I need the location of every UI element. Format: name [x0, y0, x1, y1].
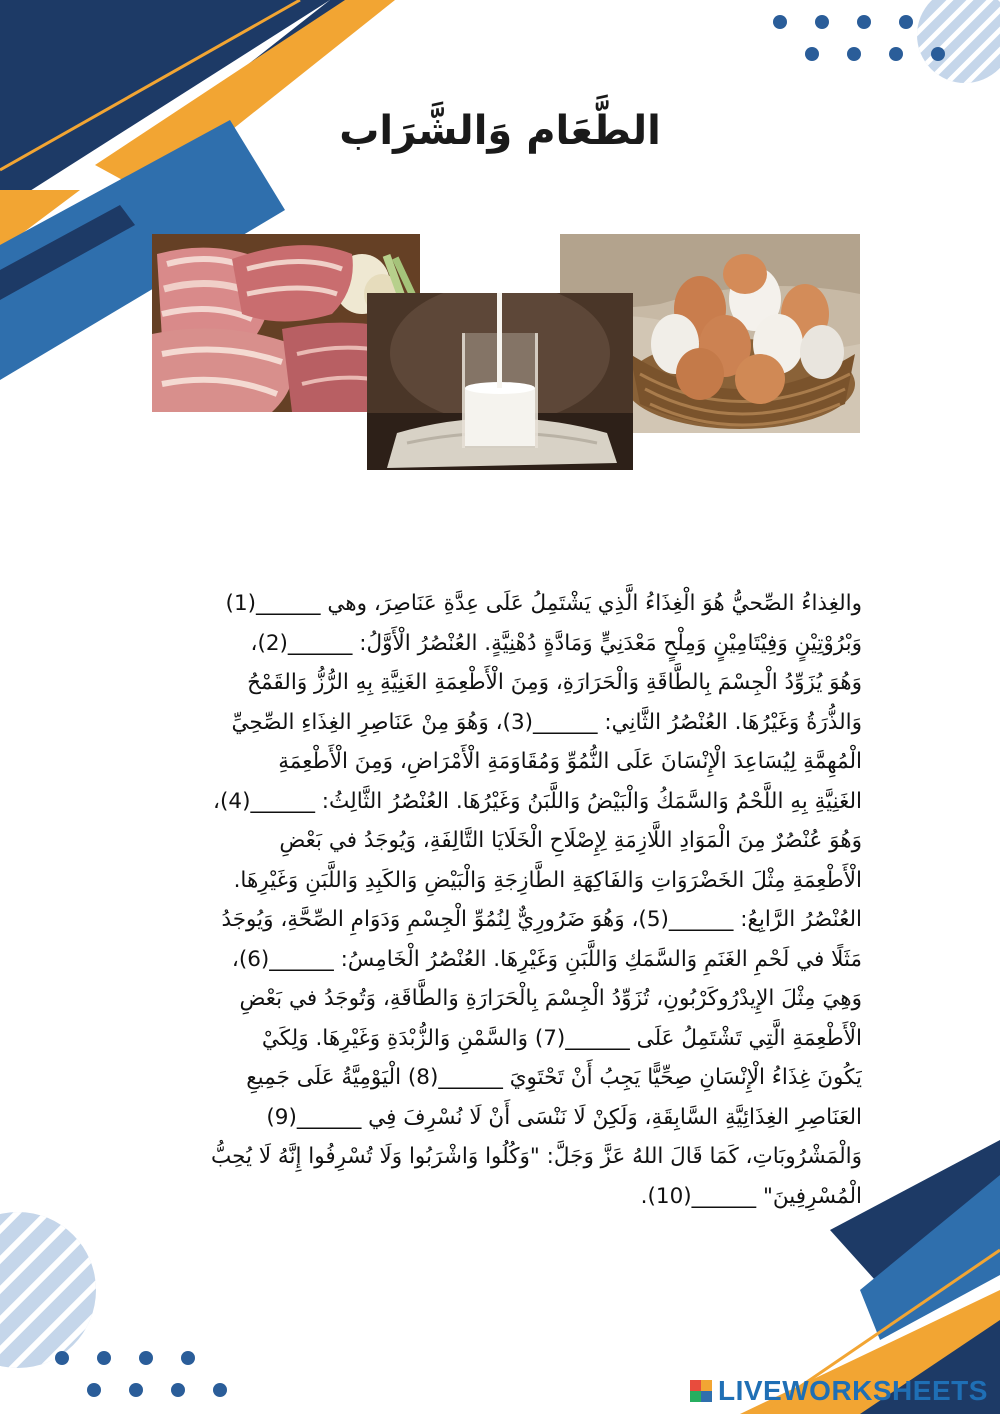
liveworksheets-logo — [690, 1376, 988, 1406]
paragraph-line: وَهُوَ عُنْصُرٌ مِنَ الْمَوَادِ اللَّازِمَةِ لِإِصْلَاحِ الْخَلَايَا التَّالِفَةِ، وَيُوجَدُ في بَعْضِ — [279, 828, 862, 853]
liveworksheets-logo-icon — [690, 1380, 712, 1402]
paragraph-line: العُنْصُرُ الرَّابِعُ: ______(5)، وَهُوَ ضَرُورِيٌّ لِنُمُوِّ الْجِسْمِ وَدَوَامِ الصِّحَّةِ، وَيُوجَدُ — [221, 907, 862, 932]
paragraph-line: مَثَلًا في لَحْمِ الغَنَمِ وَالسَّمَكِ وَاللَّبَنِ وَغَيْرِهَا. العُنْصُرُ الْخَامِسُ: ______(6)، — [231, 946, 862, 972]
page-title: الطَّعَام وَالشَّرَاب — [339, 108, 661, 154]
paragraph-line: وَهِيَ مِثْلَ الإِيدْرُوكَرْبُونِ، تُزَوِّدُ الْجِسْمَ بِالْحَرَارَةِ وَالطَّاقَةِ، وَتُوجَدُ في بَعْضِ — [239, 986, 862, 1011]
bottom-left-decoration — [0, 1200, 260, 1414]
paragraph-line: وَالذُّرَةُ وَغَيْرُهَا. العُنْصُرُ الثَّانِي: ______(3)، وَهُوَ مِنْ عَنَاصِرِ الغِذَاءِ الصِّحِيِّ — [231, 709, 862, 735]
paragraph-line: وَالْمَشْرُوبَاتِ، كَمَا قَالَ اللهُ عَزَّ وَجَلَّ: "وَكُلُوا وَاشْرَبُوا وَلَا تُسْرِفُوا إِنَّهُ لَا يُحِبُّ — [211, 1144, 862, 1169]
paragraph-line: والغِذاءُ الصِّحيُّ هُوَ الْغِذَاءُ الَّذِي يَشْتَمِلُ عَلَى عِدَّةِ عَنَاصِرَ، وهي ______(1) — [225, 591, 862, 616]
paragraph-line: الْأَطْعِمَةِ مِثْلَ الخَضْرَوَاتِ وَالفَاكِهَةِ الطَّازِجَةِ وَالْبَيْضِ وَالكَبِدِ وَاللَّبَنِ وَغَيْرِهَا. — [233, 867, 862, 893]
paragraph-line: وَهُوَ يُزَوِّدُ الْجِسْمَ بِالطَّاقَةِ وَالْحَرَارَةِ، وَمِنَ الْأَطْعِمَةِ الغَنِيَّةِ بِهِ الرُّزُّ وَالقَمْحُ — [247, 670, 862, 695]
milk-photo — [367, 293, 633, 470]
paragraph-line: الْأَطْعِمَةِ الَّتِي تَشْتَمِلُ عَلَى ______(7) وَالسَّمْنِ وَالزُّبْدَةِ وَغَيْرِهَا. وَلِكَيْ — [261, 1025, 862, 1051]
logo-text: LIVEWORKSHEETS — [718, 1375, 988, 1406]
paragraph-line: يَكُونَ غِذَاءُ الْإِنْسَانِ صِحِّيًّا يَجِبُ أَنْ تَحْتَوِيَ ______(8) الْيَوْمِيَّةُ عَلَى جَمِيعِ — [246, 1065, 862, 1090]
paragraph-line: العَنَاصِرِ الغِذَائِيَّةِ السَّابِقَةِ، وَلَكِنْ لَا نَنْسَى أَنْ لَا نُسْرِفَ فِي ______(9) — [266, 1104, 862, 1130]
paragraph-line: وَبْرُوْتِيْنٍ وَفِيْتَامِيْنٍ وَمِلْحٍ مَعْدَنِيٍّ وَمَادَّةٍ دُهْنِيَّةٍ. العُنْصُرُ الْأَوَّلُ: ______(2)، — [250, 630, 862, 656]
paragraph-line: الْمُسْرِفِينَ" ______(10). — [640, 1183, 862, 1209]
paragraph-line: الغَنِيَّةِ بِهِ اللَّحْمُ وَالسَّمَكُ وَالْبَيْضُ وَاللَّبَنُ وَغَيْرُهَا. العُنْصُرُ الثَّالِثُ: ______(4)، — [213, 788, 862, 814]
paragraph-text — [132, 584, 862, 1216]
paragraph-line: الْمُهِمَّةِ لِيُسَاعِدَ الْإِنْسَانَ عَلَى النُّمُوِّ وَمُقَاوَمَةِ الْأَمْرَاضِ، وَمِنَ الْأَطْعِمَةِ — [278, 749, 862, 774]
